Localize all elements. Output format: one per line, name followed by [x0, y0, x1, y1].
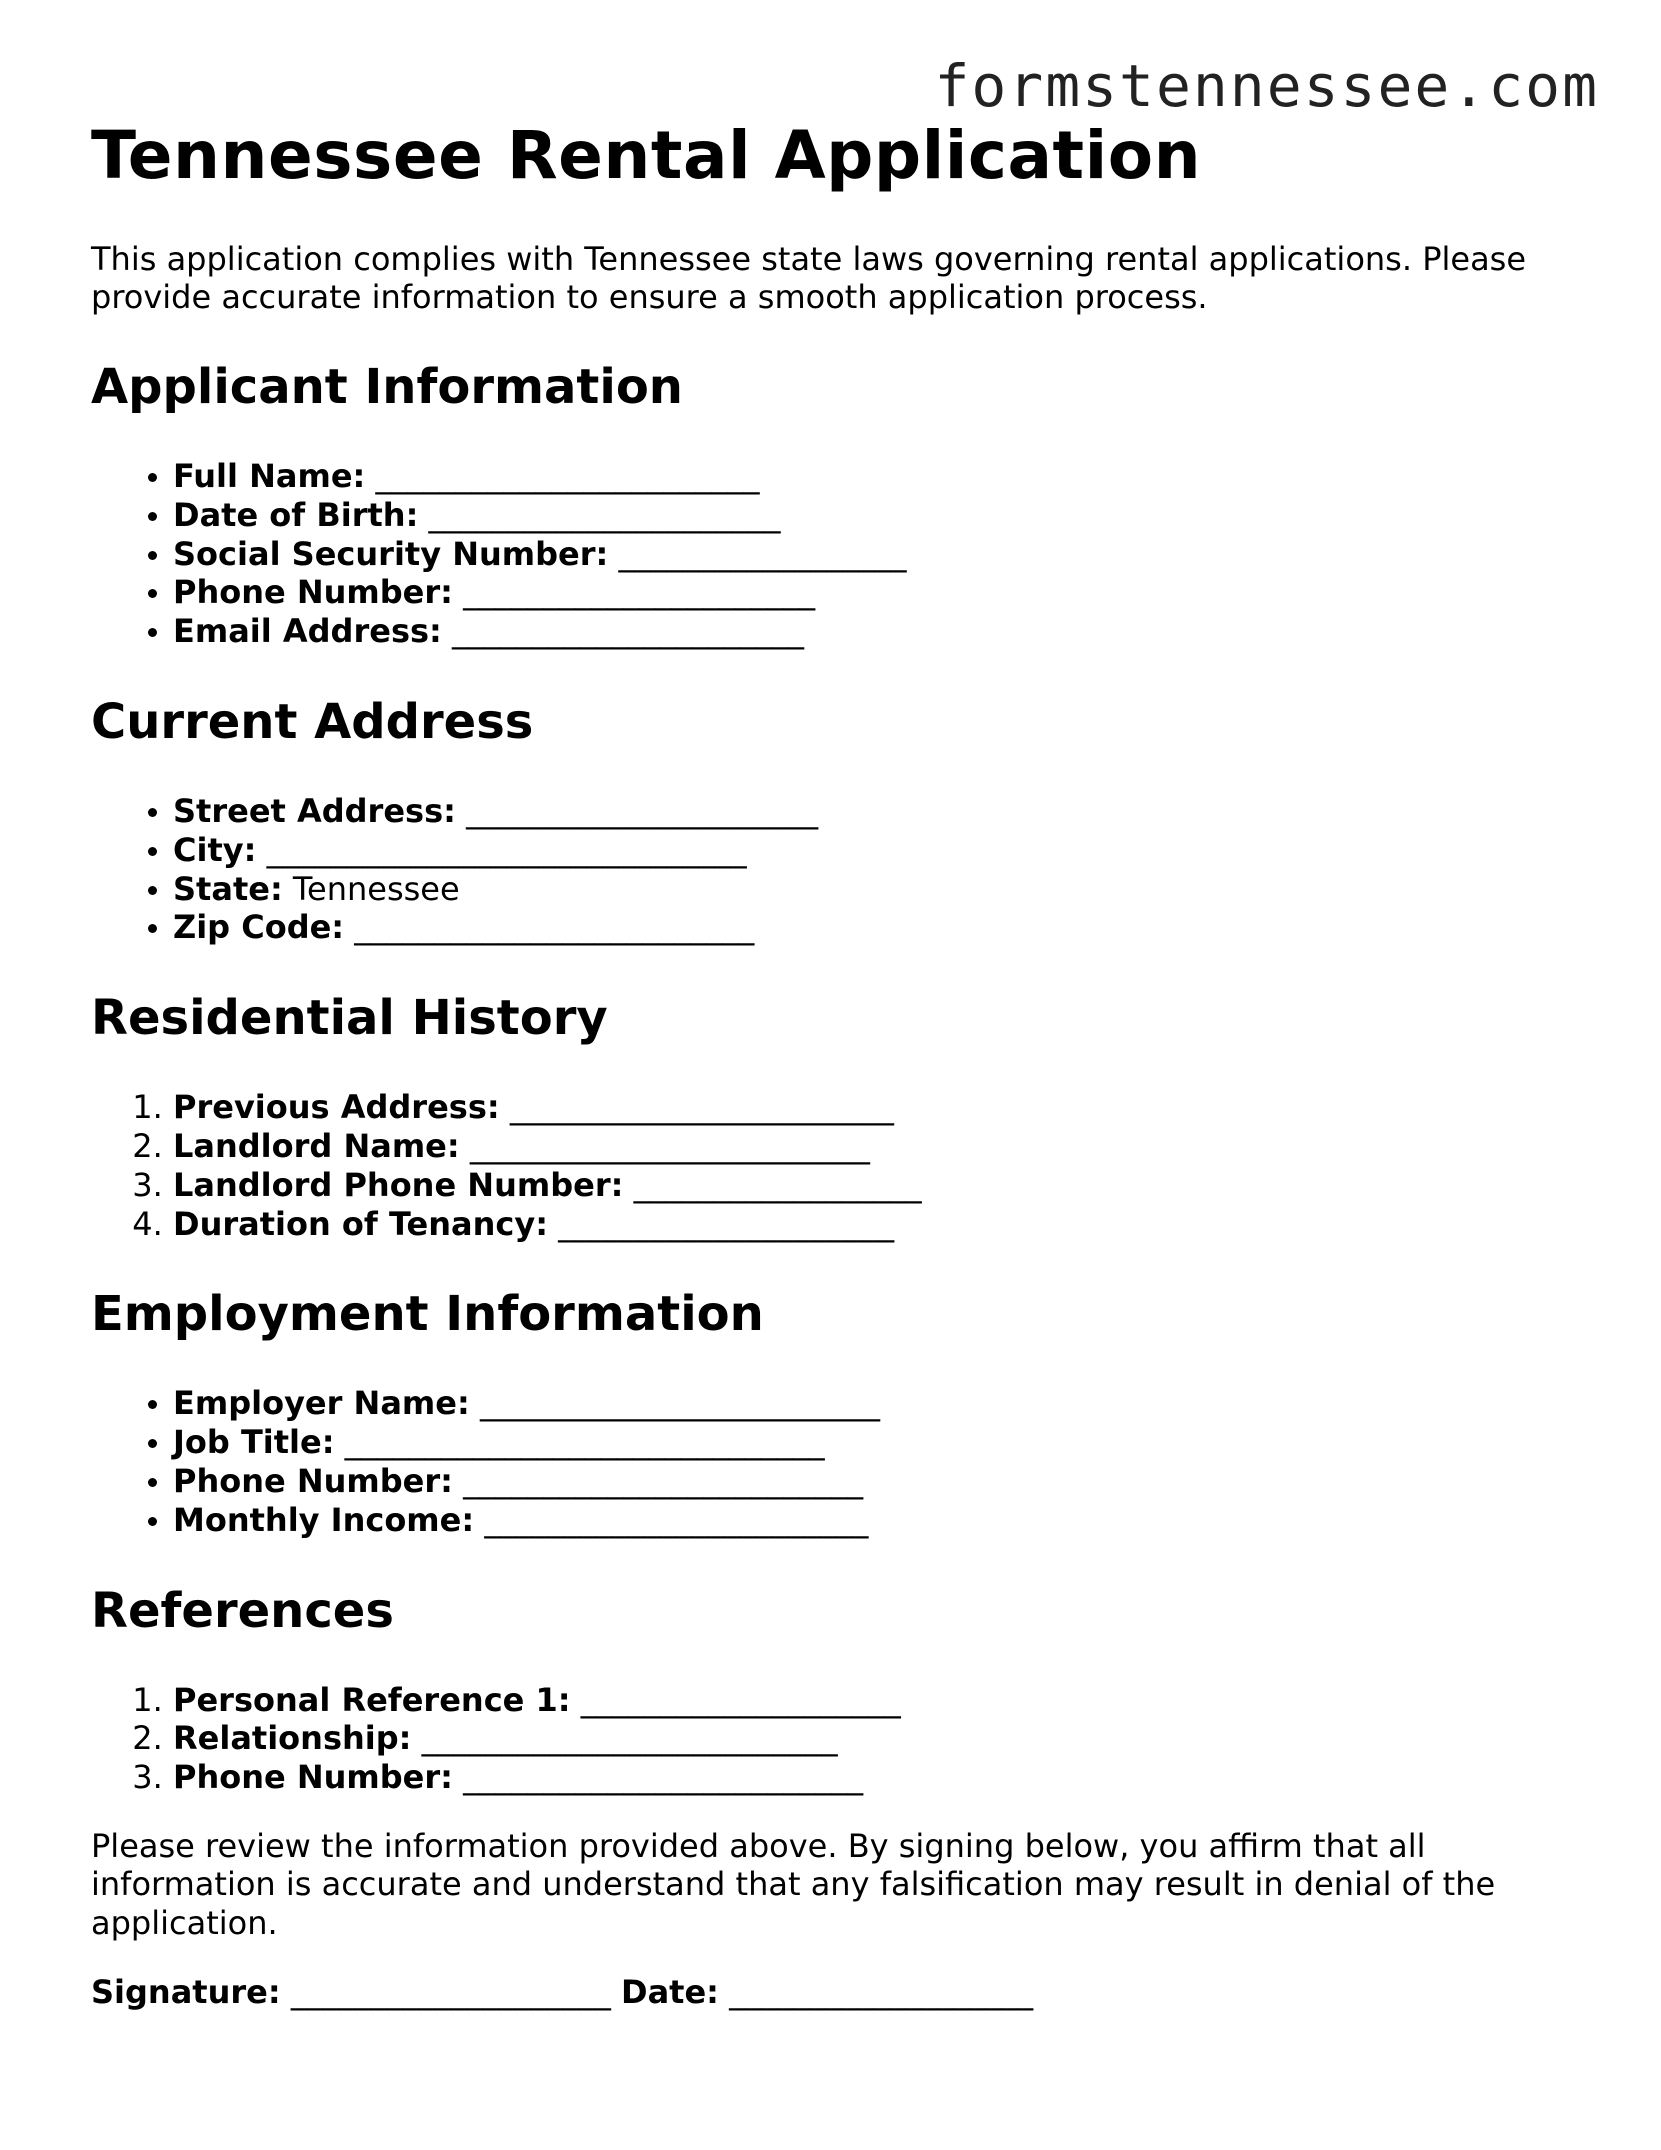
field-label-email-address: Email Address:: [173, 612, 442, 651]
full-name-field[interactable]: ________________________: [365, 457, 760, 495]
section-heading-references: References: [91, 1582, 394, 1639]
list-item: [173, 457, 1581, 496]
zip-code-field[interactable]: _________________________: [344, 908, 755, 947]
field-label-state: State:: [173, 869, 283, 908]
site-watermark: formstennessee.com: [934, 52, 1599, 120]
applicant-information-list: [91, 457, 1581, 651]
personal-reference-field[interactable]: ____________________: [570, 1680, 901, 1719]
references-list: [91, 1681, 1581, 1797]
field-label-date-of-birth: Date of Birth:: [173, 495, 419, 534]
intro-paragraph: This application complies with Tennessee state laws governing rental applications. Please provide accurate information to ensure a smooth application process.: [91, 240, 1527, 316]
employer-name-field[interactable]: _________________________: [469, 1384, 880, 1423]
field-label-reference-phone: Phone Number:: [173, 1758, 453, 1797]
current-address-list: [91, 792, 1581, 947]
list-item: [173, 792, 1581, 831]
state-value: Tennessee: [282, 869, 460, 908]
list-item: [173, 1681, 1581, 1720]
signature-field[interactable]: ____________________: [280, 1973, 621, 2012]
field-label-landlord-name: Landlord Name:: [173, 1126, 460, 1165]
landlord-name-field[interactable]: _________________________: [459, 1126, 870, 1165]
field-label-ssn: Social Security Number:: [173, 534, 609, 573]
field-label-phone-number: Phone Number:: [173, 573, 453, 612]
date-label: Date:: [621, 1973, 719, 2012]
reference-phone-field[interactable]: _________________________: [452, 1758, 864, 1797]
phone-number-field[interactable]: ______________________: [452, 573, 816, 612]
section-heading-employment-information: Employment Information: [91, 1286, 764, 1343]
list-item: [173, 831, 1581, 870]
job-title-field[interactable]: ______________________________: [334, 1423, 825, 1462]
list-item: [173, 496, 1581, 535]
residential-history-list: [91, 1088, 1581, 1243]
field-label-employer-name: Employer Name:: [173, 1384, 470, 1423]
list-item: [173, 1088, 1581, 1127]
field-label-zip-code: Zip Code:: [173, 908, 345, 947]
section-heading-applicant-information: Applicant Information: [91, 359, 683, 415]
ssn-field[interactable]: __________________: [608, 534, 907, 573]
list-item: [173, 1423, 1581, 1462]
field-label-street-address: Street Address:: [173, 791, 456, 830]
page-title: Tennessee Rental Application: [91, 117, 1202, 194]
list-item: [173, 1501, 1581, 1540]
list-item: [173, 573, 1581, 612]
list-item: [173, 612, 1581, 651]
relationship-field[interactable]: __________________________: [411, 1719, 838, 1758]
duration-of-tenancy-field[interactable]: _____________________: [548, 1204, 895, 1243]
list-item: [173, 1384, 1581, 1423]
monthly-income-field[interactable]: ________________________: [474, 1500, 869, 1539]
field-label-previous-address: Previous Address:: [173, 1088, 500, 1127]
field-label-job-title: Job Title:: [173, 1423, 335, 1462]
section-heading-current-address: Current Address: [91, 693, 534, 750]
field-label-personal-reference: Personal Reference 1:: [173, 1680, 571, 1719]
date-of-birth-field[interactable]: ______________________: [418, 495, 781, 534]
signature-label: Signature:: [91, 1973, 281, 2012]
list-item: [173, 1758, 1581, 1797]
city-field[interactable]: ______________________________: [256, 830, 747, 869]
field-label-city: City:: [173, 830, 257, 869]
list-item: [173, 535, 1581, 574]
signature-row: [91, 1972, 1581, 2012]
employment-information-list: [91, 1384, 1581, 1539]
section-heading-residential-history: Residential History: [91, 990, 608, 1047]
landlord-phone-field[interactable]: __________________: [623, 1165, 922, 1204]
list-item: [173, 1166, 1581, 1205]
field-label-landlord-phone: Landlord Phone Number:: [173, 1165, 624, 1204]
field-label-relationship: Relationship:: [173, 1719, 412, 1758]
list-item: [173, 908, 1581, 947]
closing-paragraph: Please review the information provided above. By signing below, you affirm that all information is accurate and understand that any falsification may result in denial of the application.: [91, 1826, 1496, 1942]
field-label-full-name: Full Name:: [173, 457, 366, 495]
field-label-duration-of-tenancy: Duration of Tenancy:: [173, 1204, 548, 1243]
list-item: [173, 1205, 1581, 1244]
street-address-field[interactable]: ______________________: [455, 791, 819, 830]
list-item: [173, 1127, 1581, 1166]
list-item: [173, 1719, 1581, 1758]
field-label-employer-phone: Phone Number:: [173, 1461, 453, 1500]
list-item: [173, 1462, 1581, 1501]
list-item: [173, 870, 1581, 909]
employer-phone-field[interactable]: _________________________: [452, 1461, 864, 1500]
previous-address-field[interactable]: ________________________: [499, 1088, 894, 1127]
email-address-field[interactable]: ______________________: [441, 612, 804, 651]
form-page: [91, 112, 1581, 2012]
field-label-monthly-income: Monthly Income:: [173, 1500, 475, 1539]
date-field[interactable]: ___________________: [718, 1973, 1034, 2012]
